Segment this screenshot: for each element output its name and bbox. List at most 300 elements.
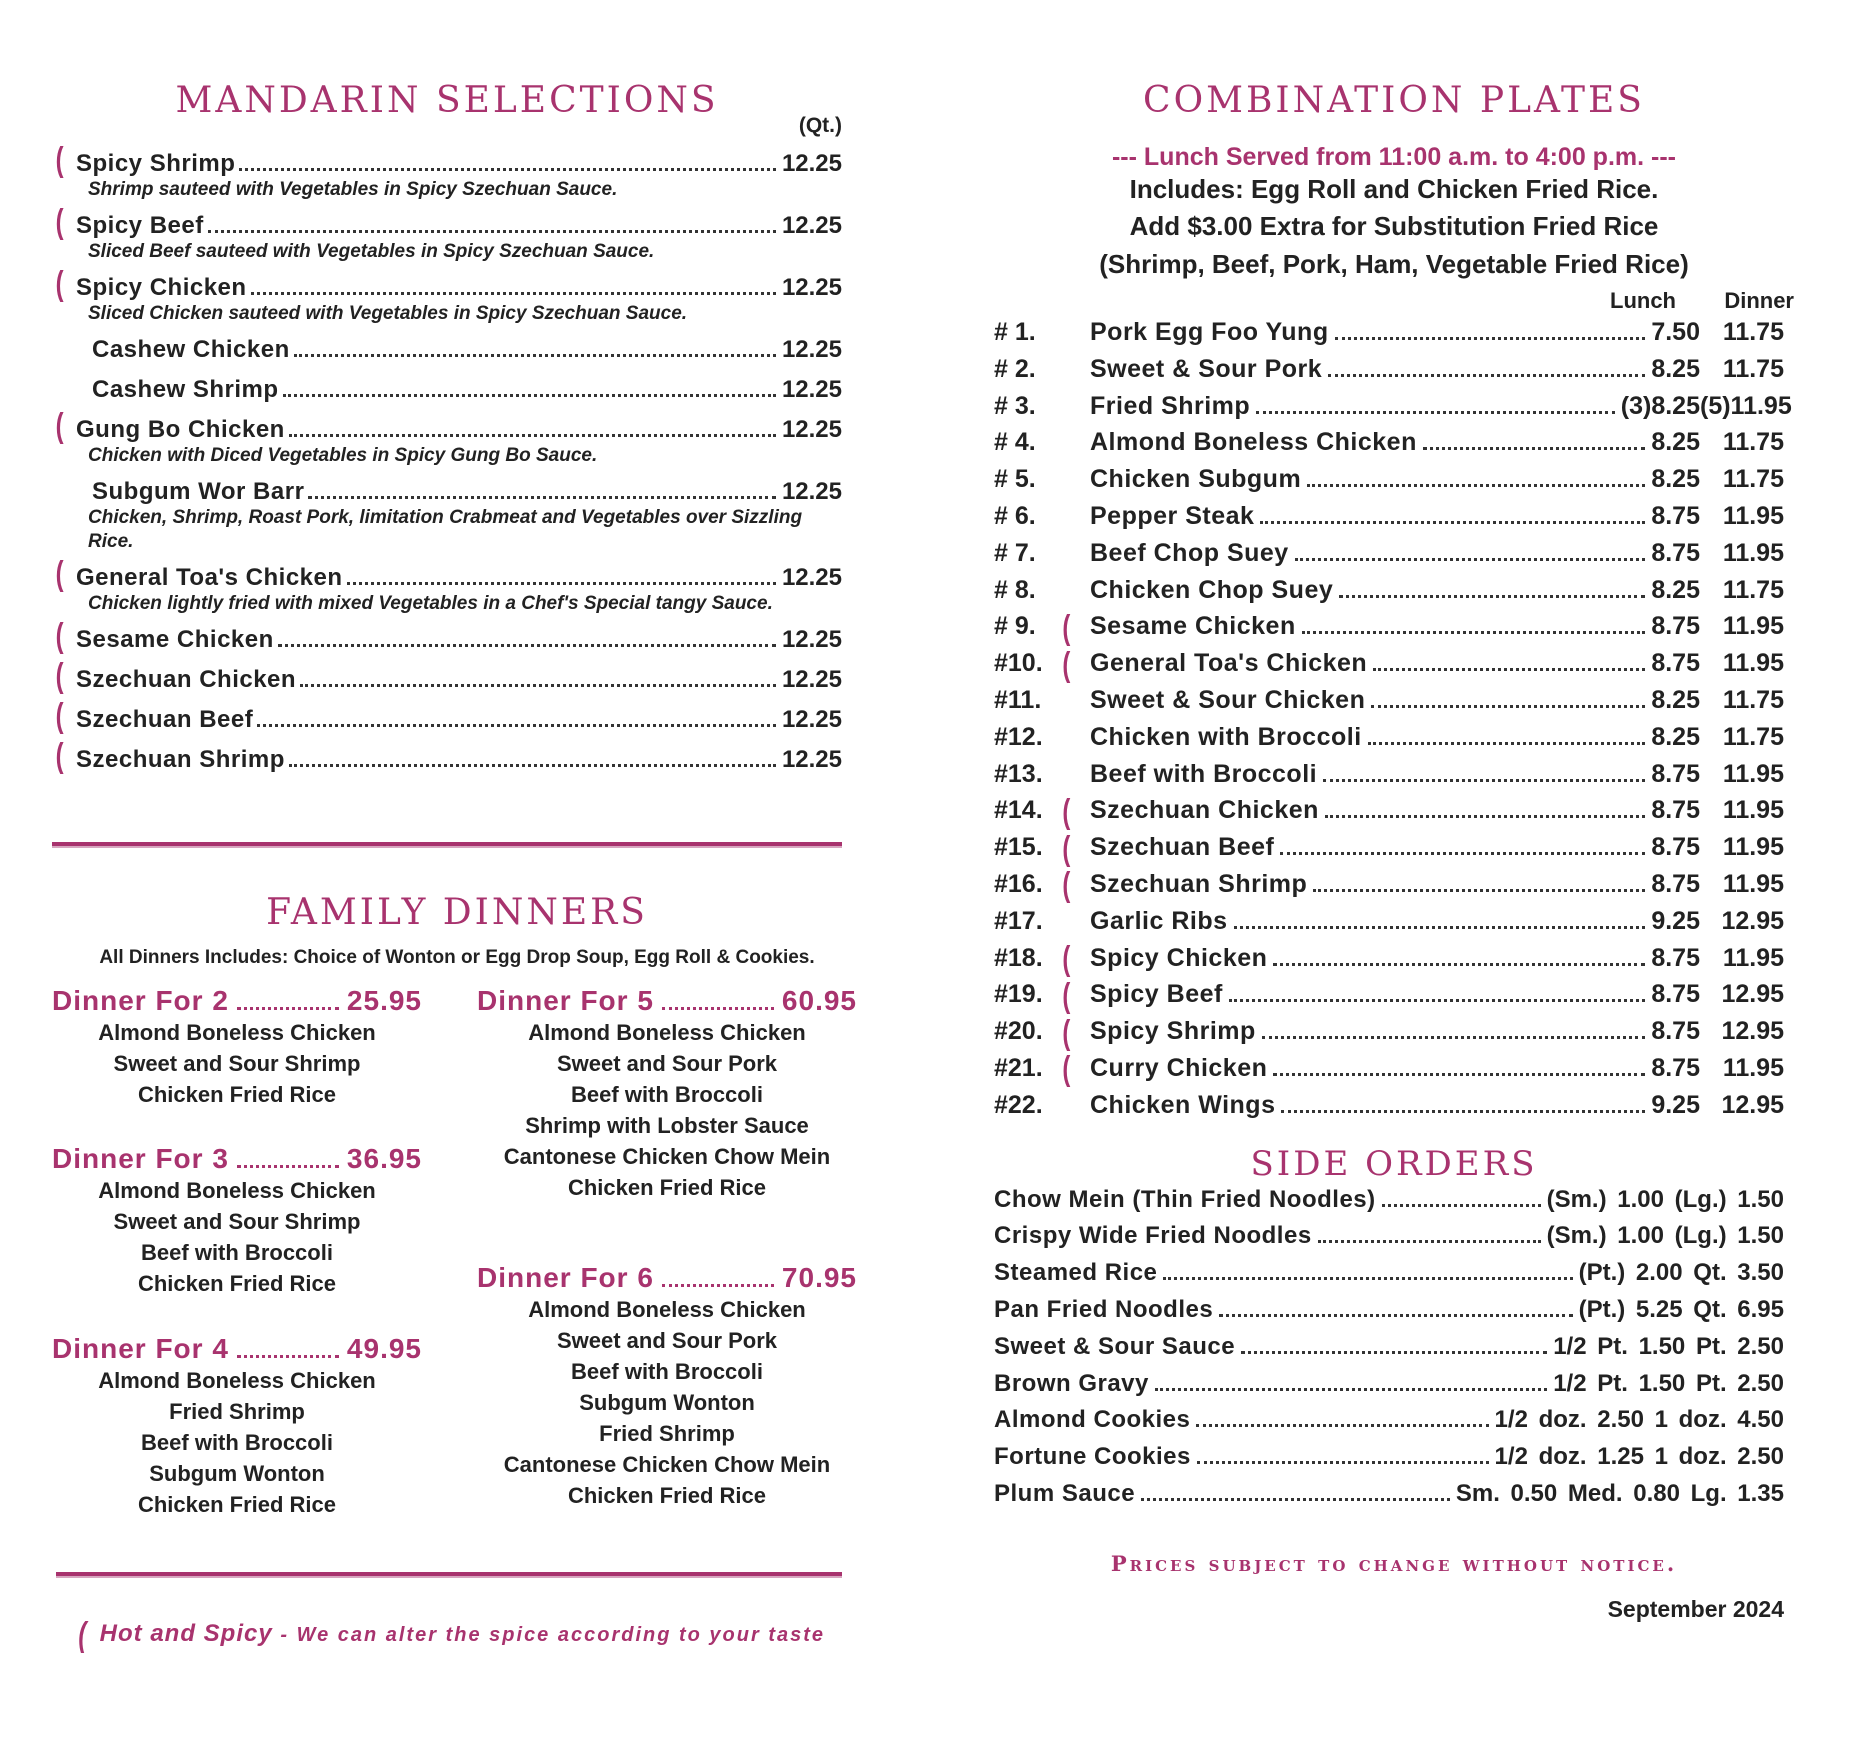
leader-dots bbox=[289, 434, 776, 437]
dinner-title bbox=[52, 1143, 422, 1175]
lunch-price: 9.25 bbox=[1651, 1090, 1700, 1119]
leader-dots bbox=[1335, 337, 1646, 340]
combo-row bbox=[994, 576, 1784, 613]
leader-dots bbox=[1229, 999, 1645, 1002]
dinner-price: 11.75 bbox=[1722, 722, 1784, 751]
lunch-price: 8.25 bbox=[1651, 685, 1700, 714]
item-name: Szechuan Chicken bbox=[76, 666, 297, 693]
side-name: Brown Gravy bbox=[994, 1369, 1149, 1397]
family-title: FAMILY DINNERS bbox=[266, 892, 648, 933]
combo-number: # 9. bbox=[994, 612, 1036, 641]
dinner-price: 11.95 bbox=[1722, 759, 1784, 788]
pepper-icon: ( bbox=[55, 657, 64, 695]
menu-item bbox=[52, 657, 842, 696]
side-price: (Sm.) 1.00 (Lg.) 1.50 bbox=[1546, 1222, 1784, 1250]
dinner-title bbox=[52, 985, 422, 1017]
combo-name: Sesame Chicken bbox=[1090, 612, 1296, 641]
combo-number: #11. bbox=[994, 685, 1042, 714]
dinner-item: Almond Boneless Chicken bbox=[98, 1178, 376, 1203]
menu-item bbox=[52, 617, 842, 656]
combo-number: #10. bbox=[994, 649, 1043, 678]
dinner-price: 12.95 bbox=[1721, 1017, 1784, 1046]
dinner-for-2 bbox=[52, 985, 422, 1110]
item-name: Spicy Shrimp bbox=[76, 150, 236, 177]
combo-list bbox=[994, 318, 1792, 1128]
item-price: 12.25 bbox=[781, 564, 842, 591]
item-name: Sesame Chicken bbox=[76, 626, 274, 653]
leader-dots bbox=[1196, 1424, 1488, 1427]
pepper-icon: ( bbox=[55, 617, 64, 655]
menu-item bbox=[52, 697, 842, 736]
dinner-title bbox=[477, 985, 857, 1017]
pepper-icon: ( bbox=[55, 737, 64, 775]
combo-number: #21. bbox=[994, 1053, 1043, 1082]
leader-dots bbox=[347, 582, 776, 585]
combo-number: #20. bbox=[994, 1017, 1043, 1046]
dinner-item: Almond Boneless Chicken bbox=[528, 1297, 806, 1322]
menu-item-row bbox=[52, 407, 842, 446]
item-price: 12.25 bbox=[781, 416, 842, 443]
lunch-header: Lunch bbox=[1610, 288, 1676, 313]
side-price: 1/2 doz. 2.50 1 doz. 4.50 bbox=[1494, 1406, 1784, 1434]
left-column bbox=[52, 80, 842, 775]
leader-dots bbox=[237, 1165, 339, 1168]
combo-number: # 5. bbox=[994, 465, 1036, 494]
pepper-slot bbox=[1060, 608, 1090, 647]
leader-dots bbox=[239, 168, 776, 171]
side-order-row bbox=[994, 1186, 1784, 1223]
pepper-icon: ( bbox=[1062, 792, 1071, 831]
item-description: Chicken lightly fried with mixed Vegetables in a Chef's Special tangy Sauce. bbox=[88, 593, 773, 614]
pepper-slot bbox=[1060, 1013, 1090, 1052]
leader-dots bbox=[1241, 1351, 1547, 1354]
pepper-icon: ( bbox=[55, 203, 64, 241]
item-price: 12.25 bbox=[781, 626, 842, 653]
combo-row bbox=[994, 1050, 1784, 1091]
leader-dots bbox=[289, 764, 776, 767]
item-price: 12.25 bbox=[781, 376, 842, 403]
leader-dots bbox=[662, 1284, 774, 1287]
leader-dots bbox=[1141, 1498, 1450, 1501]
leader-dots bbox=[257, 724, 776, 727]
pepper-icon: ( bbox=[55, 141, 64, 179]
combo-number: #19. bbox=[994, 980, 1043, 1009]
combo-number: # 4. bbox=[994, 428, 1036, 457]
menu-item-row bbox=[52, 657, 842, 696]
dinner-item: Sweet and Sour Shrimp bbox=[113, 1209, 361, 1234]
dinner-item: Almond Boneless Chicken bbox=[98, 1020, 376, 1045]
combo-row bbox=[994, 976, 1784, 1017]
menu-item bbox=[52, 737, 842, 776]
side-price: 1/2 Pt. 1.50 Pt. 2.50 bbox=[1553, 1369, 1784, 1397]
lunch-price: 8.75 bbox=[1651, 612, 1700, 641]
combo-row bbox=[994, 723, 1784, 760]
leader-dots bbox=[1423, 447, 1645, 450]
combo-name: Szechuan Shrimp bbox=[1090, 869, 1308, 898]
dinner-item: Shrimp with Lobster Sauce bbox=[525, 1113, 809, 1138]
lunch-price: 8.75 bbox=[1651, 538, 1700, 567]
side-name: Crispy Wide Fried Noodles bbox=[994, 1222, 1312, 1250]
menu-item-row bbox=[52, 265, 842, 304]
item-price: 12.25 bbox=[781, 746, 842, 773]
leader-dots bbox=[283, 394, 776, 397]
leader-dots bbox=[278, 644, 776, 647]
dinner-name: Dinner For 5 bbox=[477, 985, 654, 1016]
pepper-icon: ( bbox=[1062, 645, 1071, 684]
pepper-icon: ( bbox=[78, 1615, 88, 1654]
combo-name: Almond Boneless Chicken bbox=[1090, 428, 1417, 457]
dinner-price: 49.95 bbox=[346, 1333, 422, 1364]
leader-dots bbox=[208, 230, 776, 233]
leader-dots bbox=[308, 496, 776, 499]
combo-row bbox=[994, 829, 1784, 870]
combo-name: Beef Chop Suey bbox=[1090, 538, 1289, 567]
combo-name: Garlic Ribs bbox=[1090, 906, 1228, 935]
dinner-price: 11.75 bbox=[1722, 685, 1784, 714]
dinner-item: Almond Boneless Chicken bbox=[98, 1368, 376, 1393]
lunch-price: 8.75 bbox=[1651, 759, 1700, 788]
combo-row bbox=[994, 792, 1784, 833]
leader-dots bbox=[1256, 411, 1615, 414]
side-name: Fortune Cookies bbox=[994, 1443, 1191, 1471]
pepper-icon: ( bbox=[1062, 976, 1071, 1015]
dinner-for-4 bbox=[52, 1333, 422, 1520]
dinner-name: Dinner For 3 bbox=[52, 1143, 229, 1174]
combo-row bbox=[994, 428, 1784, 465]
item-description: Chicken, Shrimp, Roast Pork, limitation Crabmeat and Vegetables over Sizzling Rice. bbox=[88, 507, 803, 552]
lunch-price: 8.75 bbox=[1651, 649, 1700, 678]
lunch-price: 8.75 bbox=[1651, 796, 1700, 825]
dinner-name: Dinner For 4 bbox=[52, 1333, 229, 1364]
right-column bbox=[994, 80, 1794, 1623]
combo-number: # 1. bbox=[994, 318, 1036, 346]
dinner-price: 11.95 bbox=[1722, 796, 1784, 825]
pepper-slot bbox=[1060, 645, 1090, 684]
item-price: 12.25 bbox=[781, 478, 842, 505]
menu-item bbox=[52, 141, 842, 202]
side-order-row bbox=[994, 1370, 1784, 1407]
menu-item bbox=[52, 265, 842, 326]
pepper-icon: ( bbox=[55, 697, 64, 735]
dinner-item: Cantonese Chicken Chow Mein bbox=[503, 1452, 831, 1477]
leader-dots bbox=[1163, 1277, 1572, 1280]
lunch-note: --- Lunch Served from 11:00 a.m. to 4:00 p.m. --- bbox=[1111, 143, 1676, 171]
side-order-row bbox=[994, 1443, 1784, 1480]
menu-item bbox=[52, 336, 842, 366]
leader-dots bbox=[1234, 926, 1646, 929]
combo-row bbox=[994, 465, 1784, 502]
combo-name: General Toa's Chicken bbox=[1090, 649, 1368, 678]
family-intro: All Dinners Includes: Choice of Wonton or Egg Drop Soup, Egg Roll & Cookies. bbox=[99, 947, 815, 968]
family-section bbox=[52, 892, 862, 969]
lunch-price: 8.25 bbox=[1651, 575, 1700, 604]
dinner-header: Dinner bbox=[1724, 288, 1794, 313]
dinner-for-6 bbox=[477, 1262, 857, 1511]
dinner-price: 11.75 bbox=[1722, 318, 1784, 346]
side-price: (Pt.) 5.25 Qt. 6.95 bbox=[1578, 1295, 1784, 1323]
item-price: 12.25 bbox=[781, 212, 842, 239]
item-name: Cashew Shrimp bbox=[92, 376, 279, 403]
leader-dots bbox=[662, 1007, 774, 1010]
item-name: Gung Bo Chicken bbox=[76, 416, 285, 443]
item-price: 12.25 bbox=[781, 274, 842, 301]
dinner-price: 11.95 bbox=[1722, 649, 1784, 678]
combo-name: Spicy Shrimp bbox=[1090, 1017, 1256, 1046]
side-price: Sm. 0.50 Med. 0.80 Lg. 1.35 bbox=[1455, 1479, 1784, 1507]
combo-name: Chicken Chop Suey bbox=[1090, 575, 1334, 604]
item-price: 12.25 bbox=[781, 336, 842, 363]
pepper-slot bbox=[1060, 866, 1090, 905]
dinner-price: 70.95 bbox=[781, 1262, 857, 1293]
item-price: 12.25 bbox=[781, 150, 842, 177]
lunch-price: 8.25 bbox=[1651, 722, 1700, 751]
dinner-price: 60.95 bbox=[781, 985, 857, 1016]
leader-dots bbox=[294, 354, 776, 357]
combo-name: Sweet & Sour Pork bbox=[1090, 354, 1323, 383]
combo-row bbox=[994, 502, 1784, 539]
dinner-items bbox=[52, 1365, 422, 1520]
lunch-price: 8.75 bbox=[1651, 980, 1700, 1009]
dinner-item: Beef with Broccoli bbox=[141, 1430, 333, 1455]
leader-dots bbox=[1318, 1240, 1541, 1243]
dinner-items bbox=[477, 1017, 857, 1203]
leader-dots bbox=[237, 1007, 339, 1010]
dinner-name: Dinner For 2 bbox=[52, 985, 229, 1016]
side-order-row bbox=[994, 1296, 1784, 1333]
dinner-item: Chicken Fried Rice bbox=[567, 1483, 767, 1508]
side-price: 1/2 Pt. 1.50 Pt. 2.50 bbox=[1553, 1332, 1784, 1360]
side-price: (Pt.) 2.00 Qt. 3.50 bbox=[1578, 1259, 1784, 1287]
item-name: Szechuan Shrimp bbox=[76, 746, 285, 773]
combo-row bbox=[994, 645, 1784, 686]
dinner-item: Sweet and Sour Pork bbox=[556, 1051, 778, 1076]
menu-item bbox=[52, 478, 842, 554]
dinner-price: 11.75 bbox=[1722, 354, 1784, 383]
dinner-item: Chicken Fried Rice bbox=[137, 1492, 337, 1517]
menu-item-row bbox=[52, 697, 842, 736]
combo-number: # 2. bbox=[994, 354, 1036, 383]
dinner-item: Chicken Fried Rice bbox=[137, 1082, 337, 1107]
item-name: Spicy Chicken bbox=[76, 274, 247, 301]
mandarin-list bbox=[52, 141, 842, 786]
dinner-price: (5)11.95 bbox=[1700, 391, 1792, 420]
side-name: Plum Sauce bbox=[994, 1479, 1136, 1507]
pepper-icon: ( bbox=[55, 407, 64, 445]
leader-dots bbox=[251, 292, 776, 295]
leader-dots bbox=[1313, 889, 1645, 892]
dinner-price: 11.95 bbox=[1722, 833, 1784, 862]
pepper-icon: ( bbox=[55, 265, 64, 303]
dinner-item: Almond Boneless Chicken bbox=[528, 1020, 806, 1045]
combo-number: # 3. bbox=[994, 391, 1036, 420]
item-name: Cashew Chicken bbox=[92, 336, 290, 363]
dinner-title bbox=[52, 1333, 422, 1365]
combo-row bbox=[994, 907, 1784, 944]
pepper-icon: ( bbox=[1062, 608, 1071, 647]
pepper-slot bbox=[1060, 1050, 1090, 1089]
qt-label: (Qt.) bbox=[798, 114, 842, 137]
leader-dots bbox=[1373, 668, 1645, 671]
combo-name: Fried Shrimp bbox=[1090, 391, 1251, 420]
pepper-icon: ( bbox=[1062, 829, 1071, 868]
dinner-price: 11.95 bbox=[1722, 869, 1784, 898]
combo-number: # 6. bbox=[994, 501, 1036, 530]
dinner-price: 12.95 bbox=[1721, 906, 1784, 935]
combo-title: COMBINATION PLATES bbox=[1143, 80, 1645, 121]
leader-dots bbox=[1295, 558, 1646, 561]
item-description: Shrimp sauteed with Vegetables in Spicy Szechuan Sauce. bbox=[88, 179, 618, 200]
item-description: Sliced Chicken sauteed with Vegetables in Spicy Szechuan Sauce. bbox=[88, 303, 688, 324]
menu-item bbox=[52, 376, 842, 406]
lunch-price: 7.50 bbox=[1651, 318, 1700, 346]
pepper-icon: ( bbox=[1062, 1050, 1071, 1089]
hot-label: Hot and Spicy bbox=[99, 1620, 273, 1647]
leader-dots bbox=[1197, 1461, 1489, 1464]
lunch-price: 8.25 bbox=[1651, 354, 1700, 383]
item-name: Szechuan Beef bbox=[76, 706, 254, 733]
leader-dots bbox=[237, 1355, 339, 1358]
leader-dots bbox=[1281, 1110, 1645, 1113]
combo-row bbox=[994, 1091, 1784, 1128]
hot-note: - We can alter the spice according to your taste bbox=[280, 1624, 826, 1646]
side-order-row bbox=[994, 1222, 1784, 1259]
leader-dots bbox=[1339, 595, 1645, 598]
dinner-items bbox=[52, 1017, 422, 1110]
side-name: Steamed Rice bbox=[994, 1259, 1158, 1287]
side-name: Chow Mein (Thin Fried Noodles) bbox=[994, 1185, 1376, 1213]
menu-item-row bbox=[52, 376, 842, 406]
menu-item-row bbox=[52, 617, 842, 656]
lunch-price: 8.75 bbox=[1651, 833, 1700, 862]
combo-row bbox=[994, 318, 1784, 355]
combo-number: #12. bbox=[994, 722, 1043, 751]
lunch-price: 8.75 bbox=[1651, 1017, 1700, 1046]
menu-item-row bbox=[52, 203, 842, 242]
leader-dots bbox=[1302, 631, 1646, 634]
side-name: Almond Cookies bbox=[994, 1406, 1191, 1434]
combo-extra: Add $3.00 Extra for Substitution Fried Rice bbox=[1129, 211, 1659, 241]
combo-name: Chicken Subgum bbox=[1090, 465, 1302, 494]
menu-item-row bbox=[52, 336, 842, 366]
dinner-title bbox=[477, 1262, 857, 1294]
menu-item-row bbox=[52, 141, 842, 180]
menu-item-row bbox=[52, 737, 842, 776]
lunch-price: 8.75 bbox=[1651, 943, 1700, 972]
combo-name: Chicken with Broccoli bbox=[1090, 722, 1362, 751]
side-order-row bbox=[994, 1480, 1784, 1517]
dinner-price: 11.75 bbox=[1722, 465, 1784, 494]
leader-dots bbox=[1368, 742, 1646, 745]
dinner-price: 11.95 bbox=[1722, 943, 1784, 972]
dinner-items bbox=[52, 1175, 422, 1299]
pepper-icon: ( bbox=[1062, 866, 1071, 905]
dinner-item: Fried Shrimp bbox=[169, 1399, 305, 1424]
lunch-price: (3)8.25 bbox=[1620, 391, 1700, 420]
dinner-item: Subgum Wonton bbox=[149, 1461, 325, 1486]
menu-item-row bbox=[52, 555, 842, 594]
lunch-price: 8.75 bbox=[1651, 1053, 1700, 1082]
dinner-item: Cantonese Chicken Chow Mein bbox=[503, 1144, 831, 1169]
dinner-price: 11.75 bbox=[1722, 428, 1784, 457]
menu-item-row bbox=[52, 478, 842, 508]
leader-dots bbox=[1328, 374, 1645, 377]
combo-name: Szechuan Beef bbox=[1090, 833, 1275, 862]
pepper-slot bbox=[1060, 939, 1090, 978]
dinner-item: Beef with Broccoli bbox=[141, 1240, 333, 1265]
dinner-items bbox=[477, 1294, 857, 1511]
side-orders-list bbox=[994, 1186, 1784, 1517]
divider-top bbox=[52, 842, 842, 848]
combo-row bbox=[994, 355, 1784, 392]
combo-row bbox=[994, 391, 1792, 429]
combo-row bbox=[994, 686, 1784, 723]
menu-item bbox=[52, 555, 842, 616]
lunch-price: 9.25 bbox=[1651, 906, 1700, 935]
dinner-for-5 bbox=[477, 985, 857, 1203]
leader-dots bbox=[1273, 963, 1645, 966]
combo-col-headers bbox=[994, 288, 1794, 318]
pepper-icon: ( bbox=[1062, 1013, 1071, 1052]
divider-bottom bbox=[56, 1572, 842, 1578]
leader-dots bbox=[1280, 852, 1645, 855]
pepper-slot bbox=[1060, 976, 1090, 1015]
combo-row bbox=[994, 608, 1784, 649]
menu-item bbox=[52, 203, 842, 264]
combo-number: #15. bbox=[994, 833, 1043, 862]
combo-name: Spicy Chicken bbox=[1090, 943, 1268, 972]
combo-number: #22. bbox=[994, 1090, 1043, 1119]
leader-dots bbox=[1260, 521, 1645, 524]
side-order-row bbox=[994, 1333, 1784, 1370]
side-order-row bbox=[994, 1406, 1784, 1443]
dinner-item: Beef with Broccoli bbox=[571, 1082, 763, 1107]
combo-row bbox=[994, 539, 1784, 576]
combo-name: Szechuan Chicken bbox=[1090, 796, 1319, 825]
leader-dots bbox=[1325, 815, 1645, 818]
price-notice: Prices subject to change without notice. bbox=[1110, 1550, 1678, 1576]
dinner-price: 11.95 bbox=[1722, 538, 1784, 567]
lunch-price: 8.75 bbox=[1651, 501, 1700, 530]
pepper-icon: ( bbox=[1062, 939, 1071, 978]
combo-number: #14. bbox=[994, 796, 1043, 825]
item-description: Sliced Beef sauteed with Vegetables in Spicy Szechuan Sauce. bbox=[88, 241, 655, 262]
dinner-item: Chicken Fried Rice bbox=[137, 1271, 337, 1296]
side-price: 1/2 doz. 1.25 1 doz. 2.50 bbox=[1494, 1443, 1784, 1471]
item-price: 12.25 bbox=[781, 666, 842, 693]
dinner-item: Sweet and Sour Shrimp bbox=[113, 1051, 361, 1076]
leader-dots bbox=[1262, 1036, 1646, 1039]
dinner-price: 11.95 bbox=[1722, 1053, 1784, 1082]
leader-dots bbox=[1382, 1204, 1541, 1207]
hot-spicy-note bbox=[76, 1615, 826, 1654]
side-orders-title: SIDE ORDERS bbox=[1250, 1143, 1538, 1184]
combo-extra-list: (Shrimp, Beef, Pork, Ham, Vegetable Fried Rice) bbox=[1099, 249, 1689, 279]
combo-name: Beef with Broccoli bbox=[1090, 759, 1318, 788]
combo-row bbox=[994, 939, 1784, 981]
side-name: Sweet & Sour Sauce bbox=[994, 1332, 1236, 1360]
menu-item bbox=[52, 407, 842, 468]
dinner-price: 11.95 bbox=[1722, 501, 1784, 530]
leader-dots bbox=[1371, 705, 1645, 708]
lunch-price: 8.25 bbox=[1651, 428, 1700, 457]
leader-dots bbox=[1155, 1388, 1547, 1391]
combo-number: # 8. bbox=[994, 575, 1036, 604]
combo-number: #18. bbox=[994, 943, 1043, 972]
combo-number: #17. bbox=[994, 906, 1043, 935]
dinner-item: Fried Shrimp bbox=[599, 1421, 735, 1446]
side-order-row bbox=[994, 1259, 1784, 1296]
leader-dots bbox=[1307, 484, 1645, 487]
